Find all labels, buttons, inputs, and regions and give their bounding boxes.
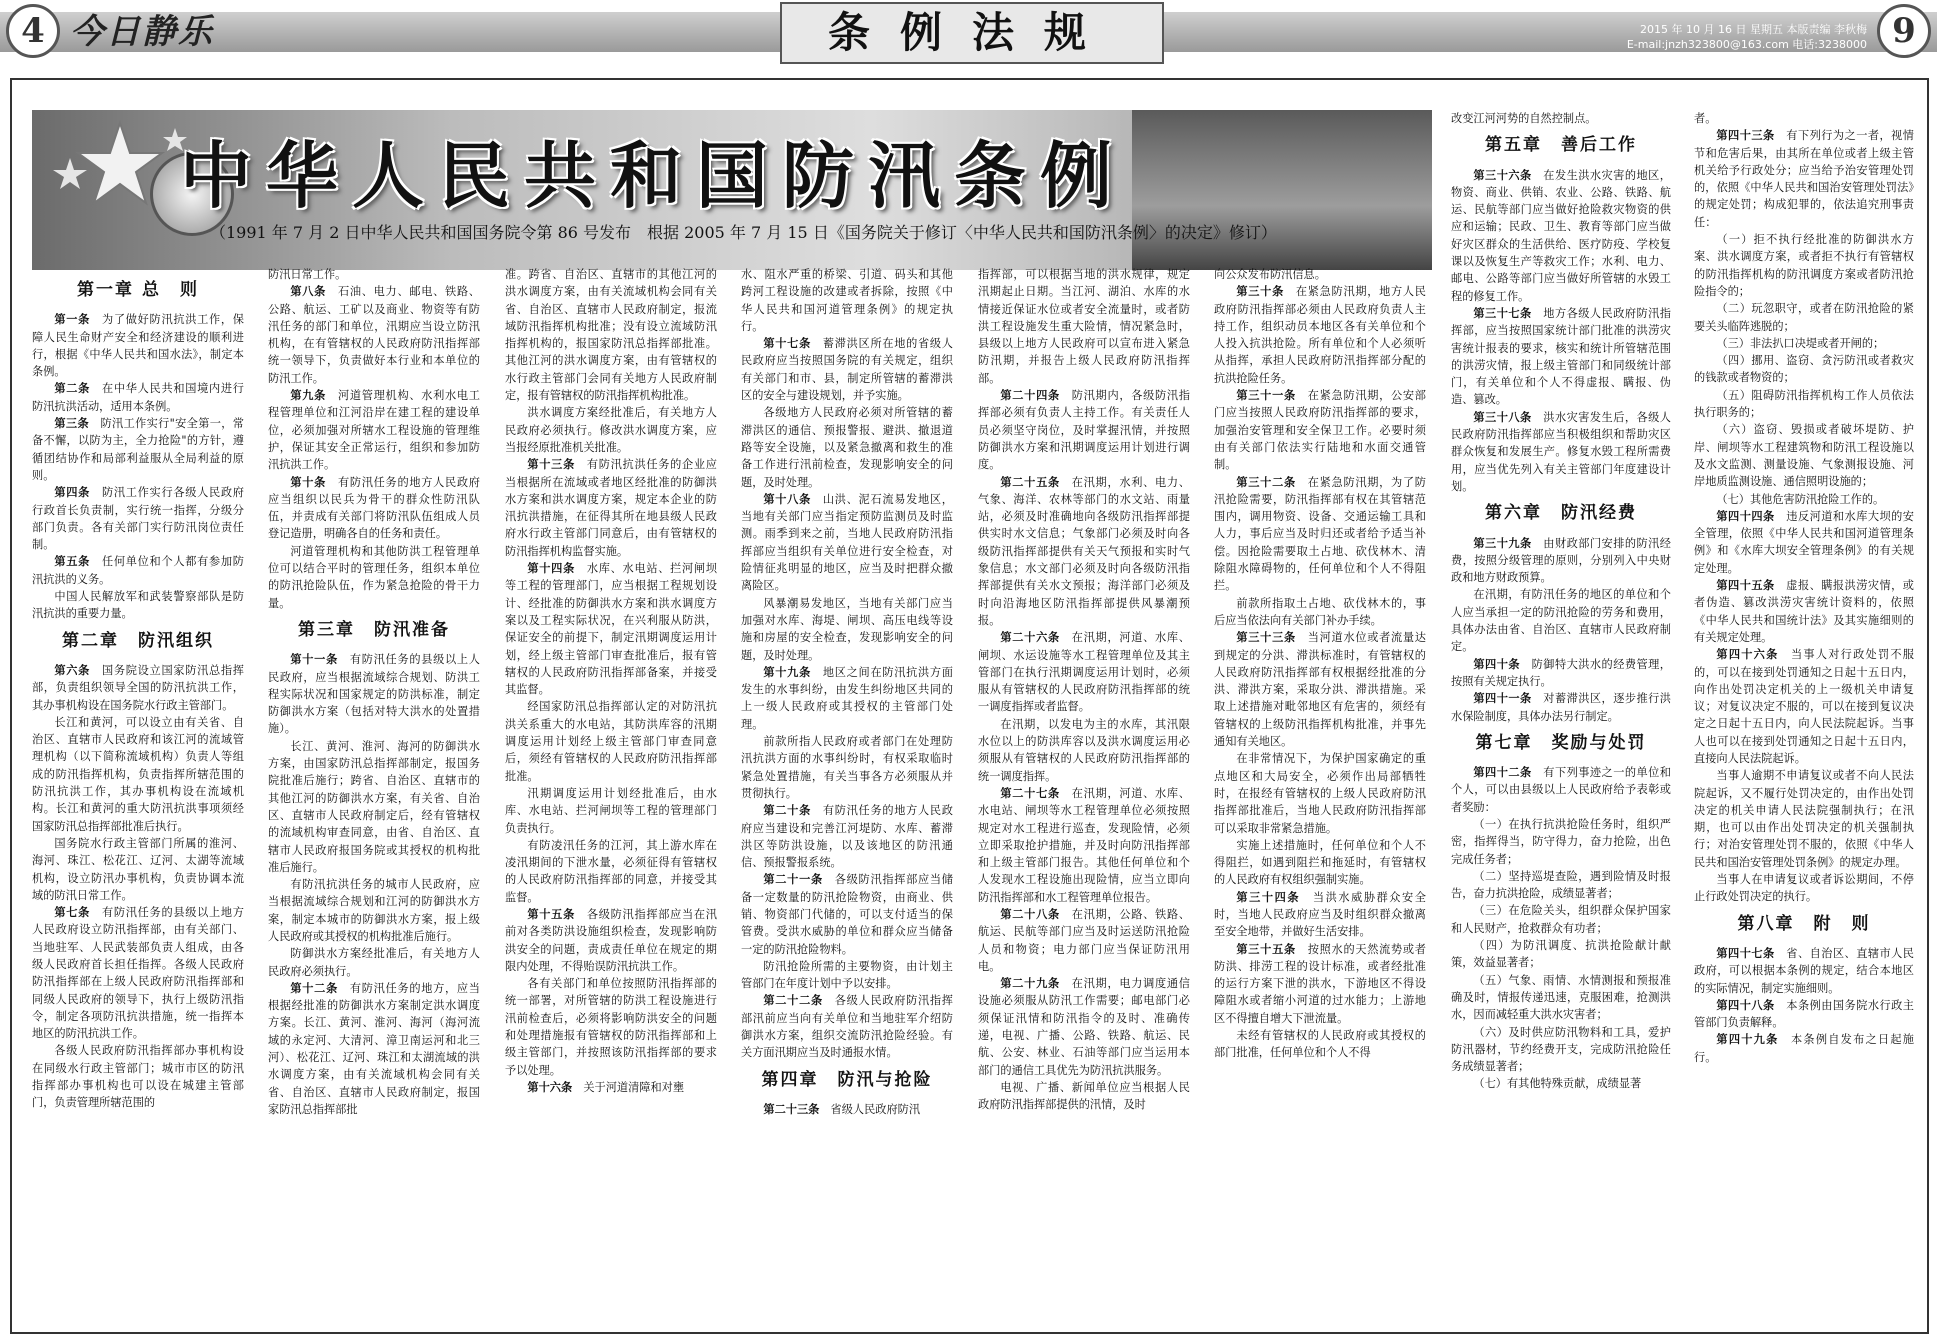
text-column-3: [505, 266, 717, 1322]
article-number: 第二十七条: [1000, 786, 1060, 800]
article-number: 第三十二条: [1236, 475, 1296, 489]
article-number: 第十三条: [527, 458, 575, 472]
article-number: 第十八条: [763, 492, 811, 506]
article-number: 第四十七条: [1716, 946, 1775, 960]
paragraph-text: 防汛抢险所需的主要物资，由计划主管部门在年度计划中予以安排。: [741, 959, 953, 991]
paragraph-text: （五）气象、雨情、水情测报和预报准确及时，情报传递迅速，克服困难，抢测洪水，因而减轻重大洪水灾害者；: [1451, 973, 1671, 1022]
article-paragraph: [505, 456, 717, 560]
article-paragraph: [1694, 421, 1914, 490]
article-paragraph: [741, 1101, 953, 1118]
paragraph-text: 长江、黄河、淮河、海河的防御洪水方案，由国家防汛总指挥部制定，报国务院批准后施行；跨省、自治区、直辖市的其他江河的防御洪水方案，有关省、自治区、直辖市人民政府制定后，经有管辖权的流域机构审查同意，由省、自治区、直辖市人民政府报国务院或其授权的机构批准后施行。: [268, 739, 480, 874]
article-paragraph: [268, 945, 480, 980]
article-paragraph: [978, 785, 1190, 906]
paragraph-text: 在汛期，电力调度通信设施必须服从防汛工作需要；邮电部门必须保证汛情和防汛指令的及时、准确传递，电视、广播、公路、铁路、航运、民航、公安、林业、石油等部门应当运用本部门的通信工具优先为防汛抗洪服务。: [978, 977, 1190, 1077]
article-number: 第三十五条: [1236, 942, 1296, 956]
article-number: 第四十条: [1473, 657, 1520, 671]
paragraph-text: 由财政部门安排的防汛经费，按照分级管理的原则，分别列入中央财政和地方财政预算。: [1451, 536, 1671, 585]
article-number: 第八条: [290, 285, 327, 299]
article-paragraph: [1694, 767, 1914, 871]
article-paragraph: [741, 664, 953, 733]
article-number: 第三十条: [1236, 285, 1284, 299]
paragraph-text: 虚报、瞒报洪涝灾情，或者伪造、篡改洪涝灾害统计资料的，依照《中华人民共和国统计法》及其实施细则的有关规定处理。: [1694, 579, 1914, 644]
paragraph-text: 水、阻水严重的桥梁、引道、码头和其他跨河工程设施的改建或者拆除，按照《中华人民共和国河道管理条例》的规定执行。: [741, 268, 953, 333]
article-paragraph: [268, 876, 480, 945]
text-column-7: [1451, 110, 1671, 1322]
article-number: 第二十条: [763, 804, 811, 818]
paragraph-text: 当事人对行政处罚不服的，可以在接到处罚通知之日起十五日内，向作出处罚决定机关的上一级机关申请复议；对复议决定不服的，可以在接到复议决定之日起十五日内，向人民法院起诉。当事人也可以在接到处罚通知之日起十五日内，直接向人民法院起诉。: [1694, 648, 1914, 765]
paragraph-text: 国务院水行政主管部门所属的淮河、海河、珠江、松花江、辽河、太湖等流域机构，设立防汛办事机构，负责协调本流域的防汛日常工作。: [32, 836, 244, 902]
article-title: 中华人民共和国防汛条例: [180, 133, 1127, 218]
article-paragraph: [978, 474, 1190, 630]
article-number: 第二十八条: [1000, 907, 1060, 921]
article-paragraph: [268, 543, 480, 612]
article-paragraph: [505, 698, 717, 784]
article-paragraph: [741, 266, 953, 335]
paragraph-text: 防御洪水方案经批准后，有关地方人民政府必须执行。: [268, 947, 480, 978]
paragraph-text: 洪水灾害发生后，各级人民政府防汛指挥部应当积极组织和帮助灾区群众恢复和发展生产。修复水毁工程所需费用，应当优先列入有关主管部门年度建设计划。: [1451, 410, 1671, 493]
paragraph-text: 各级地方人民政府必须对所管辖的蓄滞洪区的通信、预报警报、避洪、撤退道路等安全设施，以及紧急撤离和救生的准备工作进行汛前检查，发现影响安全的问题，及时处理。: [741, 406, 953, 489]
article-paragraph: [741, 958, 953, 993]
article-paragraph: [32, 1042, 244, 1111]
article-paragraph: [1451, 409, 1671, 495]
paragraph-text: 在紧急防汛期，公安部门应当按照人民政府防汛指挥部的要求，加强治安管理和安全保卫工作。必要时须由有关部门依法实行陆地和水面交通管制。: [1214, 389, 1426, 472]
article-paragraph: [741, 404, 953, 490]
article-number: 第二十二条: [763, 994, 823, 1008]
article-number: 第二十六条: [1000, 631, 1060, 645]
masthead: [0, 0, 1937, 72]
article-number: 第七条: [54, 906, 91, 920]
paragraph-text: 有下列事迹之一的单位和个人，可以由县级以上人民政府给予表彰或者奖励：: [1451, 766, 1671, 814]
article-subtitle: （1991 年 7 月 2 日中华人民共和国国务院令第 86 号发布 根据 2005 年 7 月 15 日《国务院关于修订〈中华人民共和国防汛条例〉的决定》修订）: [210, 223, 1277, 242]
article-number: 第四十九条: [1716, 1033, 1779, 1047]
text-column-6: [1214, 266, 1426, 1322]
article-paragraph: [1694, 1031, 1914, 1066]
paragraph-text: 河道管理机构、水利水电工程管理单位和江河沿岸在建工程的建设单位，必须加强对所辖水工程设施的管理维护，保证其安全正常运行，组织和参加防汛抗洪工作。: [268, 389, 480, 472]
paragraph-text: 防汛日常工作。: [268, 268, 347, 281]
article-paragraph: [1214, 941, 1426, 1027]
article-number: 第三十八条: [1473, 410, 1532, 424]
article-paragraph: [1451, 167, 1671, 305]
article-number: 第三十七条: [1473, 306, 1532, 320]
paragraph-text: 有防汛任务的地方人民政府应当组织以民兵为骨干的群众性防汛队伍，并责成有关部门将防汛队伍组成人员登记造册，明确各自的任务和责任。: [268, 475, 480, 541]
paragraph-text: 电视、广播、新闻单位应当根据人民政府防汛指挥部提供的汛情，及时: [978, 1080, 1190, 1112]
article-number: 第十条: [290, 475, 327, 489]
article-paragraph: [741, 595, 953, 664]
paragraph-text: 未经有管辖权的人民政府或其授权的部门批准，任何单位和个人不得: [1214, 1029, 1426, 1060]
paragraph-text: 防汛期内，各级防汛指挥部必须有负责人主持工作。有关责任人员必须坚守岗位，及时掌握汛情，并按照防御洪水方案和汛期调度运用计划进行调度。: [978, 389, 1190, 472]
article-paragraph: [32, 714, 244, 835]
article-paragraph: [978, 387, 1190, 473]
paragraph-text: （四）为防汛调度、抗洪抢险献计献策，效益显著者；: [1451, 939, 1671, 970]
article-paragraph: [32, 835, 244, 904]
article-paragraph: [505, 266, 717, 404]
paragraph-text: （五）阻碍防汛指挥机构工作人员依法执行职务的；: [1694, 388, 1914, 420]
article-paragraph: [1214, 283, 1426, 387]
paragraph-text: 水库、水电站、拦河闸坝等工程的管理部门，应当根据工程规划设计、经批准的防御洪水方案和洪水调度方案以及工程实际状况，在兴利服从防洪，保证安全的前提下，制定汛期调度运用计划，经上级主管部门审查批准后，报有管辖权的人民政府防汛指挥部备案，并接受其监督。: [505, 562, 717, 697]
article-paragraph: [741, 491, 953, 595]
paragraph-text: 在中华人民共和国境内进行防汛抗洪活动，适用本条例。: [32, 382, 244, 413]
article-number: 第四十二条: [1473, 766, 1532, 780]
paragraph-text: 本条例自发布之日起施行。: [1694, 1033, 1914, 1064]
paragraph-text: 防汛工作实行各级人民政府行政首长负责制，实行统一指挥，分级分部门负责。各有关部门实行防汛岗位责任制。: [32, 486, 244, 552]
article-paragraph: [741, 992, 953, 1061]
paragraph-text: 当事人在申请复议或者诉讼期间，不停止行政处罚决定的执行。: [1694, 873, 1914, 904]
article-paragraph: [1694, 352, 1914, 387]
paragraph-text: 在汛期，水利、电力、气象、海洋、农林等部门的水文站、雨量站，必须及时准确地向各级防汛指挥部提供实时水文信息；气象部门必须及时向各级防汛指挥部提供有关天气预报和实时气象信息；水文部门必须及时向各级防汛指挥部提供有关水文预报；海洋部门必须及时向沿海地区防汛指挥部提供风暴潮预报。: [978, 475, 1190, 627]
article-number: 第四十一条: [1473, 692, 1532, 706]
article-paragraph: [1694, 231, 1914, 300]
article-number: 第十二条: [290, 981, 338, 995]
chapter-heading: 第四章 防汛与抢险: [761, 1069, 933, 1090]
article-paragraph: [1451, 305, 1671, 409]
paragraph-text: （二）玩忽职守，或者在防汛抢险的紧要关头临阵逃脱的；: [1694, 302, 1914, 333]
article-paragraph: [978, 716, 1190, 785]
paragraph-text: 实施上述措施时，任何单位和个人不得阻拦，如遇到阻拦和拖延时，有管辖权的人民政府有权组织强制实施。: [1214, 838, 1426, 887]
article-paragraph: [1214, 1027, 1426, 1062]
paragraph-text: 当洪水威胁群众安全时，当地人民政府应当及时组织群众撤离至安全地带，并做好生活安排。: [1214, 890, 1426, 939]
article-paragraph: [1214, 837, 1426, 889]
paragraph-text: 向公众发布防汛信息。: [1214, 268, 1326, 281]
article-number: 第二十五条: [1000, 475, 1060, 489]
paragraph-text: 国务院设立国家防汛总指挥部，负责组织领导全国的防汛抗洪工作，其办事机构设在国务院水行政主管部门。: [32, 663, 244, 712]
article-number: 第二条: [54, 382, 91, 396]
article-paragraph: [1451, 868, 1671, 903]
paragraph-text: 各级人民政府防汛指挥部汛前应当向有关单位和当地驻军介绍防御洪水方案，组织交流防汛抢险经验。有关方面汛期应当及时通报水情。: [741, 994, 953, 1060]
paragraph-text: 经国家防汛总指挥部认定的对防汛抗洪关系重大的水电站，其防洪库容的汛期调度运用计划经上级主管部门审查同意后，须经有管辖权的人民政府防汛指挥部批准。: [505, 700, 717, 783]
article-paragraph: [1214, 629, 1426, 750]
chapter-heading: 第七章 奖励与处罚: [1475, 732, 1647, 753]
chapter-heading: 第八章 附 则: [1737, 913, 1871, 934]
article-paragraph: [741, 802, 953, 871]
article-number: 第十一条: [290, 653, 338, 667]
article-paragraph: [978, 629, 1190, 715]
article-paragraph: [1451, 764, 1671, 816]
article-paragraph: [505, 560, 717, 698]
paragraph-text: 当河道水位或者流量达到规定的分洪、滞洪标准时，有管辖权的人民政府防汛指挥部有权根据经批准的分洪、滞洪方案，采取分洪、滞洪措施。采取上述措施对毗邻地区有危害的，须经有管辖权的上级防汛指挥机构批准，并事先通知有关地区。: [1214, 631, 1426, 749]
chapter-heading: 第二章 防汛组织: [62, 630, 214, 651]
article-number: 第十七条: [763, 337, 811, 351]
article-paragraph: [1694, 508, 1914, 577]
paragraph-text: （七）有其他特殊贡献，成绩显著: [1473, 1077, 1642, 1091]
paragraph-text: 指挥部，可以根据当地的洪水规律，规定汛期起止日期。当江河、湖泊、水库的水情接近保证水位或者安全流量时，或者防洪工程设施发生重大险情，情况紧急时，县级以上地方人民政府可以宣布进入紧急防汛期，并报告上级人民政府防汛指挥部。: [978, 268, 1190, 385]
article-paragraph: [1451, 902, 1671, 937]
chapter-heading: 第一章 总 则: [77, 280, 199, 300]
article-paragraph: [505, 837, 717, 906]
article-number: 第十四条: [527, 562, 575, 576]
article-paragraph: [1694, 871, 1914, 906]
paragraph-text: 改变江河河势的自然控制点。: [1451, 112, 1597, 125]
article-number: 第三十六条: [1473, 168, 1532, 182]
article-number: 第一条: [54, 313, 91, 327]
article-paragraph: [268, 980, 480, 1118]
paragraph-text: 有防凌汛任务的江河，其上游水库在凌汛期间的下泄水量，必须征得有管辖权的人民政府防汛指挥部的同意，并接受其监督。: [505, 838, 717, 904]
paragraph-text: （三）非法扒口决堤或者开闸的；: [1716, 336, 1885, 350]
paragraph-text: 各有关部门和单位按照防汛指挥部的统一部署，对所管辖的防洪工程设施进行汛前检查后，必须将影响防洪安全的问题和处理措施报有管辖权的防汛指挥部和上级主管部门，并按照该防汛指挥部的要求予以处理。: [505, 977, 717, 1077]
article-number: 第十六条: [527, 1080, 573, 1094]
paragraph-text: 中国人民解放军和武装警察部队是防汛抗洪的重要力量。: [32, 590, 244, 621]
page-number-right: 9: [1877, 4, 1931, 58]
article-number: 第十五条: [527, 907, 575, 921]
paragraph-text: （六）盗窃、毁损或者破坏堤防、护岸、闸坝等水工程建筑物和防汛工程设施以及水文监测、测量设施、气象测报设施、河岸地质监测设施、通信照明设施的；: [1694, 423, 1914, 489]
paragraph-text: 石油、电力、邮电、铁路、公路、航运、工矿以及商业、物资等有防汛任务的部门和单位，汛期应当设立防汛机构，在有管辖权的人民政府防汛指挥部统一领导下，负责做好本行业和本单位的防汛工作。: [268, 285, 480, 385]
article-paragraph: [1694, 646, 1914, 767]
chapter-heading: 第六章 防汛经费: [1485, 503, 1637, 524]
article-number: 第三条: [54, 417, 89, 431]
paragraph-text: 在紧急防汛期，为了防汛抢险需要，防汛指挥部有权在其管辖范围内，调用物资、设备、交通运输工具和人力，事后应当及时归还或者给予适当补偿。因抢险需要取土占地、砍伐林木、清除阻水障碍物的，任何单位和个人不得阻拦。: [1214, 475, 1426, 593]
paragraph-text: 蓄滞洪区所在地的省级人民政府应当按照国务院的有关规定，组织有关部门和市、县，制定所管辖的蓄滞洪区的安全与建设规划，并予实施。: [741, 337, 953, 403]
article-paragraph: [268, 738, 480, 876]
article-number: 第二十四条: [1000, 389, 1060, 403]
paragraph-text: （二）坚持巡堤查险，遇到险情及时报告，奋力抗洪抢险，成绩显著者；: [1451, 869, 1671, 901]
text-column-1: [32, 272, 244, 1322]
article-paragraph: [1451, 1024, 1671, 1076]
article-paragraph: [1451, 816, 1671, 868]
article-paragraph: [978, 1079, 1190, 1114]
article-paragraph: [741, 871, 953, 957]
paragraph-text: 在汛期，以发电为主的水库，其汛限水位以上的防洪库容以及洪水调度运用必须服从有管辖权的人民政府防汛指挥部的统一调度指挥。: [978, 717, 1190, 783]
article-paragraph: [268, 283, 480, 387]
article-paragraph: [505, 906, 717, 975]
chapter-heading: 第五章 善后工作: [1485, 135, 1637, 156]
article-paragraph: [32, 553, 244, 588]
article-number: 第三十一条: [1236, 389, 1296, 403]
article-paragraph: [1451, 586, 1671, 655]
article-number: 第四十三条: [1716, 129, 1775, 143]
paragraph-text: 有防汛抗洪任务的城市人民政府，应当根据流域综合规划和江河的防御洪水方案，制定本城市的防御洪水方案，报上级人民政府或其授权的机构批准后施行。: [268, 878, 480, 943]
paragraph-text: 山洪、泥石流易发地区，当地有关部门应当指定预防监测员及时监测。雨季到来之前，当地人民政府防汛指挥部应当组织有关单位进行安全检查，对险情征兆明显的地区，应当及时把群众撤离险区。: [741, 492, 953, 593]
issue-contact-line: E-mail:jnzh323800@163.com 电话:3238000: [1626, 38, 1867, 51]
newspaper-logo: 今日静乐: [70, 12, 214, 52]
article-paragraph: [741, 335, 953, 404]
article-paragraph: [1214, 387, 1426, 473]
text-column-4: [741, 266, 953, 1322]
article-paragraph: [1451, 656, 1671, 691]
article-paragraph: [1451, 110, 1671, 127]
paragraph-text: 有防汛任务的县级以上人民政府，应当根据流域综合规划、防洪工程实际状况和国家规定的防洪标准，制定防御洪水方案（包括对特大洪水的处置措施）。: [268, 653, 480, 736]
article-number: 第三十四条: [1236, 890, 1301, 904]
article-paragraph: [1694, 110, 1914, 127]
paragraph-text: 在汛期，公路、铁路、航运、民航等部门应当及时运送防汛抢险人员和物资；电力部门应当保证防汛用电。: [978, 907, 1190, 973]
article-paragraph: [32, 588, 244, 623]
issue-meta: [1627, 22, 1867, 52]
article-paragraph: [32, 415, 244, 484]
article-number: 第二十三条: [763, 1102, 820, 1116]
paragraph-text: 者。: [1694, 112, 1717, 125]
article-paragraph: [1694, 300, 1914, 335]
paragraph-text: 各级防汛指挥部应当储备一定数量的防汛抢险物资，由商业、供销、物资部门代储的，可以支付适当的保管费。受洪水威胁的单位和群众应当储备一定的防汛抢险物料。: [741, 873, 953, 956]
article-paragraph: [268, 651, 480, 737]
article-paragraph: [1214, 266, 1426, 283]
article-paragraph: [1451, 972, 1671, 1024]
article-paragraph: [1694, 997, 1914, 1032]
paragraph-text: 地方各级人民政府防汛指挥部，应当按照国家统计部门批准的洪涝灾害统计报表的要求，核实和统计所管辖范围的洪涝灾情，报上级主管部门和同级统计部门，有关单位和个人不得虚报、瞒报、伪造、篡改。: [1451, 306, 1671, 407]
paragraph-text: （四）挪用、盗窃、贪污防汛或者救灾的钱款或者物资的；: [1694, 354, 1914, 385]
article-paragraph: [32, 904, 244, 1042]
article-number: 第六条: [54, 663, 91, 677]
article-paragraph: [1214, 474, 1426, 595]
article-number: 第四条: [54, 486, 91, 500]
text-column-5: [978, 266, 1190, 1322]
paragraph-text: 地区之间在防汛抗洪方面发生的水事纠纷，由发生纠纷地区共同的上一级人民政府或其授权的主管部门处理。: [741, 665, 953, 731]
paragraph-text: （六）及时供应防汛物料和工具，爱护防汛器材，节约经费开支，完成防汛抢险任务成绩显著者；: [1451, 1025, 1671, 1074]
article-number: 第五条: [54, 555, 91, 569]
article-paragraph: [505, 975, 717, 1079]
article-paragraph: [1694, 127, 1914, 231]
paragraph-text: 前款所指人民政府或者部门在处理防汛抗洪方面的水事纠纷时，有权采取临时紧急处置措施，有关当事各方必须服从并贯彻执行。: [741, 735, 953, 800]
article-paragraph: [32, 662, 244, 714]
paragraph-text: 在汛期，河道、水库、水电站、闸坝等水工程管理单位必须按照规定对水工程进行巡查，发现险情，必须立即采取抢护措施，并及时向防汛指挥部和上级主管部门报告。其他任何单位和个人发现水工程设施出现险情，应当立即向防汛指挥部和水工程管理单位报告。: [978, 786, 1190, 904]
article-number: 第三十九条: [1473, 536, 1532, 550]
paragraph-text: 前款所指取土占地、砍伐林木的，事后应当依法向有关部门补办手续。: [1214, 596, 1426, 627]
article-paragraph: [978, 975, 1190, 1079]
article-paragraph: [268, 474, 480, 543]
paragraph-text: 有防汛抗洪任务的企业应当根据所在流域或者地区经批准的防御洪水方案和洪水调度方案，规定本企业的防汛抗洪措施，在征得其所在地县级人民政府水行政主管部门同意后，由有管辖权的防汛指挥机构监督实施。: [505, 458, 717, 558]
article-number: 第四十五条: [1716, 579, 1775, 593]
article-paragraph: [1451, 937, 1671, 972]
paragraph-text: 各级人民政府防汛指挥部办事机构设在同级水行政主管部门；城市市区的防汛指挥部办事机构也可以设在城建主管部门，负责管理所辖范围的: [32, 1044, 244, 1110]
paragraph-text: 洪水调度方案经批准后，有关地方人民政府必须执行。修改洪水调度方案，应当报经原批准机关批准。: [505, 406, 717, 454]
paragraph-text: （七）其他危害防汛抢险工作的。: [1716, 492, 1885, 506]
paragraph-text: 省级人民政府防汛: [830, 1102, 921, 1116]
paragraph-text: 省、自治区、直辖市人民政府，可以根据本条例的规定，结合本地区的实际情况，制定实施细则。: [1694, 946, 1914, 995]
text-column-2: [268, 266, 480, 1322]
article-paragraph: [978, 266, 1190, 387]
paragraph-text: 防汛工作实行"安全第一，常备不懈，以防为主，全力抢险"的方针，遵循团结协作和局部利益服从全局利益的原则。: [32, 417, 244, 482]
article-number: 第四十四条: [1716, 509, 1775, 523]
paragraph-text: （一）在执行抗洪抢险任务时，组织严密，指挥得当，防守得力，奋力抢险，出色完成任务者；: [1451, 817, 1671, 866]
article-paragraph: [505, 404, 717, 456]
article-paragraph: [1694, 577, 1914, 646]
issue-date-line: 2015 年 10 月 16 日 星期五 本版责编 李秋梅: [1640, 23, 1867, 36]
article-paragraph: [1214, 750, 1426, 836]
article-paragraph: [32, 380, 244, 415]
article-number: 第二十九条: [1000, 977, 1060, 991]
article-paragraph: [268, 266, 480, 283]
article-paragraph: [1214, 889, 1426, 941]
article-paragraph: [1451, 535, 1671, 587]
paragraph-text: 各级防汛指挥部应当在汛前对各类防洪设施组织检查，发现影响防洪安全的问题，责成责任单位在规定的期限内处理，不得贻误防汛抗洪工作。: [505, 907, 717, 973]
paragraph-text: 按照水的天然流势或者防洪、排涝工程的设计标准，或者经批准的运行方案下泄的洪水，下游地区不得设障阻水或者缩小河道的过水能力；上游地区不得擅自增大下泄流量。: [1214, 942, 1426, 1025]
paragraph-text: 在发生洪水灾害的地区，物资、商业、供销、农业、公路、铁路、航运、民航等部门应当做好抢险救灾物资的供应和运输；民政、卫生、教育等部门应当做好灾区群众的生活供给、医疗防疫、学校复课以及恢复生产等救灾工作；水利、电力、邮电、公路等部门应当做好所管辖的水毁工程的修复工作。: [1451, 168, 1671, 303]
paragraph-text: 当事人逾期不申请复议或者不向人民法院起诉，又不履行处罚决定的，由作出处罚决定的机关申请人民法院强制执行；在汛期，也可以由作出处罚决定的机关强制执行；对治安管理处罚不服的，依照《中华人民共和国治安管理处罚条例》的规定办理。: [1694, 769, 1914, 869]
article-number: 第二十一条: [763, 873, 823, 887]
article-number: 第三十三条: [1236, 631, 1296, 645]
paragraph-text: 关于河道清障和对壅: [583, 1080, 685, 1094]
article-paragraph: [978, 906, 1190, 975]
article-paragraph: [741, 733, 953, 802]
chapter-heading: 第三章 防汛准备: [298, 619, 450, 640]
paragraph-text: 风暴潮易发地区，当地有关部门应当加强对水库、海堤、闸坝、高压电线等设施和房屋的安全检查，发现影响安全的问题，及时处理。: [741, 596, 953, 662]
article-number: 第四十八条: [1716, 998, 1775, 1012]
paragraph-text: 防御特大洪水的经费管理，按照有关规定执行。: [1451, 657, 1671, 688]
paragraph-text: 有防汛任务的地方人民政府应当建设和完善江河堤防、水库、蓄滞洪区等防洪设施，以及该地区的防汛通信、预报警报系统。: [741, 804, 953, 870]
article-paragraph: [1214, 595, 1426, 630]
section-title: 条例法规: [780, 2, 1164, 64]
article-paragraph: [32, 484, 244, 553]
paragraph-text: 本条例由国务院水行政主管部门负责解释。: [1694, 998, 1914, 1030]
article-paragraph: [268, 387, 480, 473]
article-paragraph: [1694, 387, 1914, 422]
article-paragraph: [505, 1079, 717, 1096]
paragraph-text: 违反河道和水库大坝的安全管理，依照《中华人民共和国河道管理条例》和《水库大坝安全管理条例》的有关规定处理。: [1694, 509, 1914, 575]
article-paragraph: [1694, 335, 1914, 352]
article-paragraph: [505, 785, 717, 837]
paragraph-text: 有防汛任务的地方，应当根据经批准的防御洪水方案制定洪水调度方案。长江、黄河、淮河、海河（海河流域的永定河、大清河、漳卫南运河和北三河）、松花江、辽河、珠江和太湖流域的洪水调度方案，由有关流域机构会同有关省、自治区、直辖市人民政府制定，报国家防汛总指挥部批: [268, 981, 480, 1116]
paragraph-text: （三）在危险关头，组织群众保护国家和人民财产，抢救群众有功者；: [1451, 904, 1671, 935]
paragraph-text: 准。跨省、自治区、直辖市的其他江河的洪水调度方案，由有关流域机构会同有关省、自治区、直辖市人民政府制定，报流域防汛指挥机构批准；没有设立流域防汛指挥机构的，报国家防汛总指挥部批准。其他江河的洪水调度方案，由有管辖权的水行政主管部门会同有关地方人民政府制定，报有管辖权的防汛指挥机构批准。: [505, 268, 717, 403]
page-number-left: 4: [6, 4, 60, 58]
paragraph-text: 在紧急防汛期，地方人民政府防汛指挥部必须由人民政府负责人主持工作，组织动员本地区各有关单位和个人投入抗洪抢险。所有单位和个人必须听从指挥，承担人民政府防汛指挥部分配的抗洪抢险任务。: [1214, 285, 1426, 385]
paragraph-text: 在非常情况下，为保护国家确定的重点地区和大局安全，必须作出局部牺牲时，在报经有管辖权的上级人民政府防汛指挥部批准后，当地人民政府防汛指挥部可以采取非常紧急措施。: [1214, 752, 1426, 835]
article-number: 第九条: [290, 389, 327, 403]
paragraph-text: 对蓄滞洪区，逐步推行洪水保险制度，具体办法另行制定。: [1451, 692, 1671, 723]
paragraph-text: 有防汛任务的县级以上地方人民政府设立防汛指挥部，由有关部门、当地驻军、人民武装部负责人组成，由各级人民政府首长担任指挥。各级人民政府防汛指挥部在上级人民政府防汛指挥部和同级人民政府的领导下，执行上级防汛指令，制定各项防汛抗洪措施，统一指挥本地区的防汛抗洪工作。: [32, 906, 244, 1041]
paragraph-text: 为了做好防汛抗洪工作，保障人民生命财产安全和经济建设的顺利进行，根据《中华人民共和国水法》，制定本条例。: [32, 313, 244, 379]
article-paragraph: [1694, 945, 1914, 997]
article-number: 第十九条: [763, 665, 811, 679]
text-column-8: [1694, 110, 1914, 1322]
paragraph-text: 在汛期，河道、水库、闸坝、水运设施等水工程管理单位及其主管部门在执行汛期调度运用计划时，必须服从有管辖权的人民政府防汛指挥部的统一调度指挥或者监督。: [978, 631, 1190, 714]
article-paragraph: [1451, 690, 1671, 725]
paragraph-text: 汛期调度运用计划经批准后，由水库、水电站、拦河闸坝等工程的管理部门负责执行。: [505, 786, 717, 835]
paragraph-text: 有下列行为之一者，视情节和危害后果，由其所在单位或者上级主管机关给予行政处分；应当给予治安管理处罚的，依照《中华人民共和国治安管理处罚法》的规定处罚；构成犯罪的，依法追究刑事责任：: [1694, 129, 1914, 229]
paragraph-text: 长江和黄河，可以设立由有关省、自治区、直辖市人民政府和该江河的流域管理机构（以下简称流域机构）负责人等组成的防汛指挥机构，负责指挥所辖范围的防汛抗洪工作，其办事机构设在流域机构。长江和黄河的重大防汛抗洪事项须经国家防汛总指挥部批准后执行。: [32, 715, 244, 833]
paragraph-text: 任何单位和个人都有参加防汛抗洪的义务。: [32, 555, 244, 586]
article-paragraph: [1451, 1075, 1671, 1092]
article-paragraph: [1694, 491, 1914, 508]
paragraph-text: 在汛期，有防汛任务的地区的单位和个人应当承担一定的防汛抢险的劳务和费用，具体办法由省、自治区、直辖市人民政府制定。: [1451, 588, 1671, 654]
paragraph-text: 河道管理机构和其他防洪工程管理单位可以结合平时的管理任务，组织本单位的防汛抢险队伍，作为紧急抢险的骨干力量。: [268, 544, 480, 610]
article-paragraph: [32, 311, 244, 380]
paragraph-text: （一）拒不执行经批准的防御洪水方案、洪水调度方案，或者拒不执行有管辖权的防汛指挥机构的防汛调度方案或者防汛抢险指令的；: [1694, 233, 1914, 298]
article-number: 第四十六条: [1716, 648, 1779, 662]
